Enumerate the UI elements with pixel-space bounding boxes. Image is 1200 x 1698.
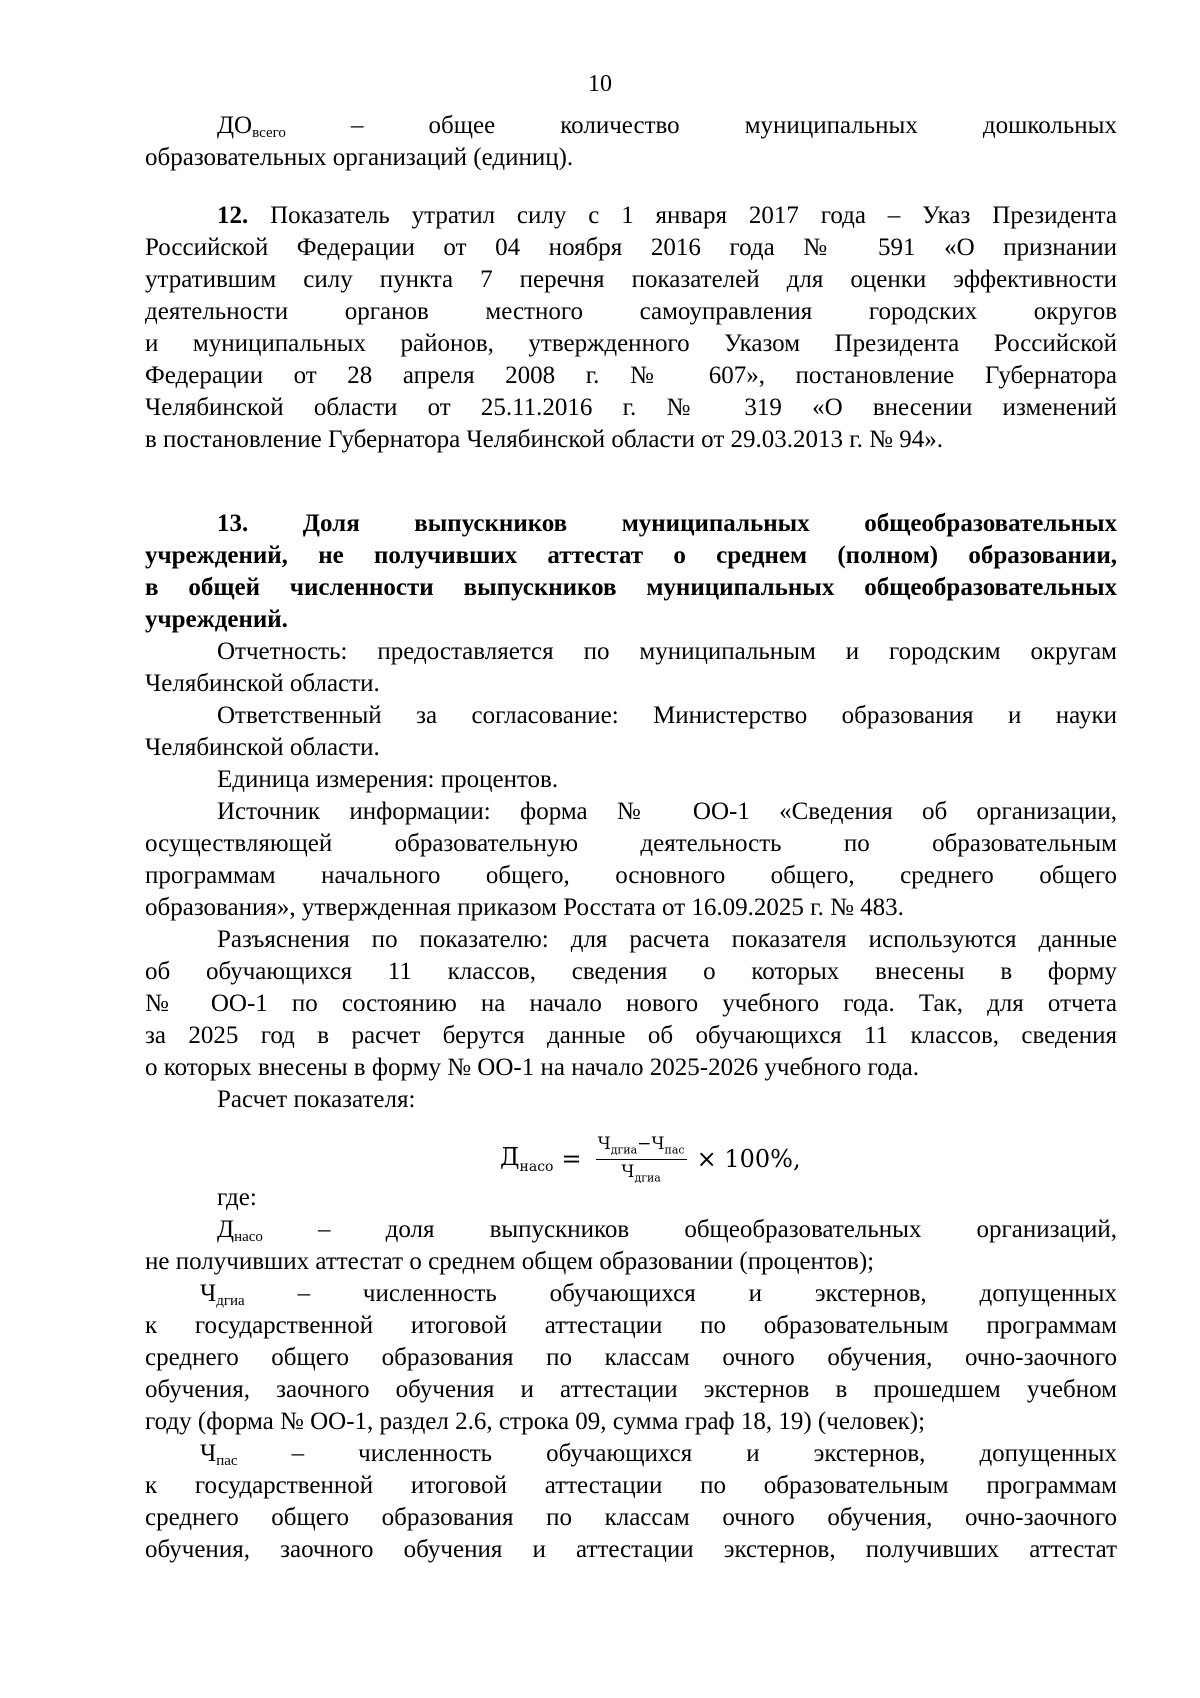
do-word: общее xyxy=(428,112,496,139)
explanation-line: за 2025 год в расчет берутся данные об обучающихся 11 классов, сведения xyxy=(145,1022,1117,1049)
item-12-line: в постановление Губернатора Челябинской области от 29.03.2013 г. № 94». xyxy=(145,426,944,453)
formula-lhs: $Д_{насо}$ xyxy=(500,1143,554,1175)
responsible-line: Ответственный за согласование: Министерство образования и науки xyxy=(217,702,1117,729)
def-chpas-line1: $Ч_{пас}$ – численность обучающихся и экстернов, допущенных xyxy=(200,1440,1117,1469)
item-13-body xyxy=(145,636,1117,1116)
formula-fraction xyxy=(596,1134,687,1184)
item-12-line: и муниципальных районов, утвержденного Указом Президента Российской xyxy=(145,330,1117,357)
item-12 xyxy=(145,200,1117,456)
def-chdgia-line: к государственной итоговой аттестации по образовательным программам xyxy=(145,1312,1117,1339)
do-word: дошкольных xyxy=(982,112,1117,139)
unit-line: Единица измерения: процентов. xyxy=(217,766,559,793)
formula-denominator: $Ч_{дгиа}$ xyxy=(621,1161,661,1184)
item-13-title-line: 13. Доля выпускников муниципальных общеобразовательных xyxy=(217,510,1117,537)
item-12-line: 12. Показатель утратил силу с 1 января 2017 года – Указ Президента xyxy=(217,202,1117,229)
do-dash: – xyxy=(350,112,364,139)
def-chpas-line: среднего общего образования по классам очного обучения, очно-заочного xyxy=(145,1504,1117,1531)
page-number: 10 xyxy=(588,71,612,97)
item-13-title-line: учреждений, не получивших аттестат о среднем (полном) образовании, xyxy=(145,542,1117,569)
responsible-line: Челябинской области. xyxy=(145,734,380,761)
source-line: образования», утвержденная приказом Росстата от 16.09.2025 г. № 483. xyxy=(145,894,904,921)
def-chpas-line: к государственной итоговой аттестации по образовательным программам xyxy=(145,1472,1117,1499)
def-d-line1: $Д_{насо}$ – доля выпускников общеобразовательных организаций, xyxy=(217,1216,1117,1245)
explanation-line: № ОО-1 по состоянию на начало нового учебного года. Так, для отчета xyxy=(145,990,1117,1017)
explanation-line: о которых внесены в форму № ОО-1 на начало 2025-2026 учебного года. xyxy=(145,1054,920,1081)
do-word: муниципальных xyxy=(744,112,918,139)
def-chpas-symbol: Ч xyxy=(200,1440,217,1467)
calc-label: Расчет показателя: xyxy=(217,1086,416,1113)
reporting-line: Челябинской области. xyxy=(145,670,380,697)
item-12-line: Российской Федерации от 04 ноября 2016 года № 591 «О признании xyxy=(145,234,1117,261)
where-label: где: xyxy=(217,1184,257,1211)
formula-equals: = xyxy=(561,1145,582,1173)
do-definition xyxy=(145,110,1117,174)
explanation-line: Разъяснения по показателю: для расчета показателя используются данные xyxy=(217,926,1117,953)
def-chdgia-line: году (форма № ОО-1, раздел 2.6, строка 09, сумма граф 18, 19) (человек); xyxy=(145,1408,926,1435)
def-chdgia-line1: $Ч_{дгиа}$ – численность обучающихся и экстернов, допущенных xyxy=(200,1280,1117,1309)
do-subscript: всего xyxy=(252,125,286,141)
item-12-line: Федерации от 28 апреля 2008 г. № 607», постановление Губернатора xyxy=(145,362,1117,389)
explanation-line: об обучающихся 11 классов, сведения о которых внесены в форму xyxy=(145,958,1117,985)
definitions xyxy=(145,1182,1117,1566)
def-chdgia-line: среднего общего образования по классам очного обучения, очно-заочного xyxy=(145,1344,1117,1371)
def-d-symbol: Д xyxy=(217,1216,235,1243)
def-chpas-line: обучения, заочного обучения и аттестации экстернов, получивших аттестат xyxy=(145,1536,1117,1563)
item-13-title-line: в общей численности выпускников муниципальных общеобразовательных xyxy=(145,574,1117,601)
formula-numerator: $Ч_{дгиа}-Ч_{пас}$ xyxy=(596,1134,687,1159)
def-d-line2: не получивших аттестат о среднем общем образовании (процентов); xyxy=(145,1248,875,1275)
item-12-number: 12. xyxy=(217,202,249,229)
reporting-line: Отчетность: предоставляется по муниципальным и городским округам xyxy=(217,638,1117,665)
do-definition-line1 xyxy=(145,110,1117,142)
do-definition-line2: образовательных организаций (единиц). xyxy=(145,144,574,171)
do-symbol: ДО xyxy=(217,112,253,139)
source-line: программам начального общего, основного общего, среднего общего xyxy=(145,862,1117,889)
def-chdgia-line: обучения, заочного обучения и аттестации экстернов в прошедшем учебном xyxy=(145,1376,1117,1403)
item-13-title-line: учреждений. xyxy=(145,606,288,633)
source-line: Источник информации: форма № ОО-1 «Сведения об организации, xyxy=(217,798,1117,825)
formula-tail: × 100%, xyxy=(696,1145,801,1173)
item-12-line: утратившим силу пункта 7 перечня показателей для оценки эффективности xyxy=(145,266,1117,293)
do-word: количество xyxy=(560,112,680,139)
source-line: осуществляющей образовательную деятельность по образовательным xyxy=(145,830,1117,857)
item-13-title xyxy=(145,508,1117,636)
def-chdgia-symbol: Ч xyxy=(200,1280,217,1307)
item-12-line: Челябинской области от 25.11.2016 г. № 319 «О внесении изменений xyxy=(145,394,1117,421)
item-12-line: деятельности органов местного самоуправления городских округов xyxy=(145,298,1117,325)
